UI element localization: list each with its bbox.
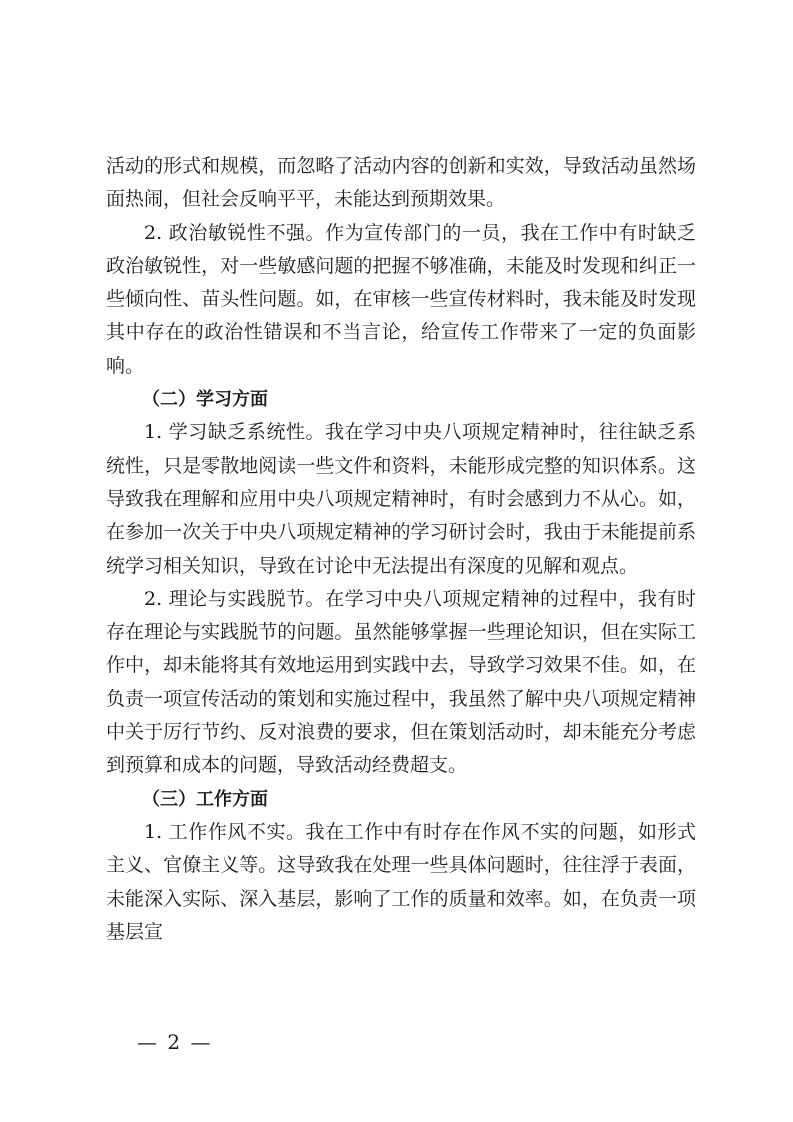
paragraph-political-sensitivity: 2. 政治敏锐性不强。作为宣传部门的一员，我在工作中有时缺乏政治敏锐性，对一些敏感问题的把握不够准确，未能及时发现和纠正一些倾向性、苗头性问题。如，在审核一些宣传材料时，我未能及时发现其中存在的政治性错误和不当言论，给宣传工作带来了一定的负面影响。 <box>106 221 696 377</box>
paragraph-work-style: 1. 工作作风不实。我在工作中有时存在作风不实的问题，如形式主义、官僚主义等。这导致我在处理一些具体问题时，往往浮于表面，未能深入实际、深入基层，影响了工作的质量和效率。如，在负责一项基层宣 <box>106 820 696 943</box>
paragraph-continuation: 活动的形式和规模，而忽略了活动内容的创新和实效，导致活动虽然场面热闹，但社会反响平平，未能达到预期效果。 <box>106 155 696 211</box>
page-number: — 2 — <box>137 1030 213 1054</box>
paragraph-study-systematic: 1. 学习缺乏系统性。我在学习中央八项规定精神时，往往缺乏系统性，只是零散地阅读一些文件和资料，未能形成完整的知识体系。这导致我在理解和应用中央八项规定精神时，有时会感到力不从心。如，在参加一次关于中央八项规定精神的学习研讨会时，我由于未能提前系统学习相关知识，导致在讨论中无法提出有深度的见解和观点。 <box>106 421 696 577</box>
section-heading-work: （三）工作方面 <box>142 788 268 810</box>
section-heading-study: （二）学习方面 <box>142 389 268 411</box>
paragraph-theory-practice: 2. 理论与实践脱节。在学习中央八项规定精神的过程中，我有时存在理论与实践脱节的问题。虽然能够掌握一些理论知识，但在实际工作中，却未能将其有效地运用到实践中去，导致学习效果不佳。如，在负责一项宣传活动的策划和实施过程中，我虽然了解中央八项规定精神中关于厉行节约、反对浪费的要求，但在策划活动时，却未能充分考虑到预算和成本的问题，导致活动经费超支。 <box>106 587 696 777</box>
document-body <box>106 150 696 949</box>
